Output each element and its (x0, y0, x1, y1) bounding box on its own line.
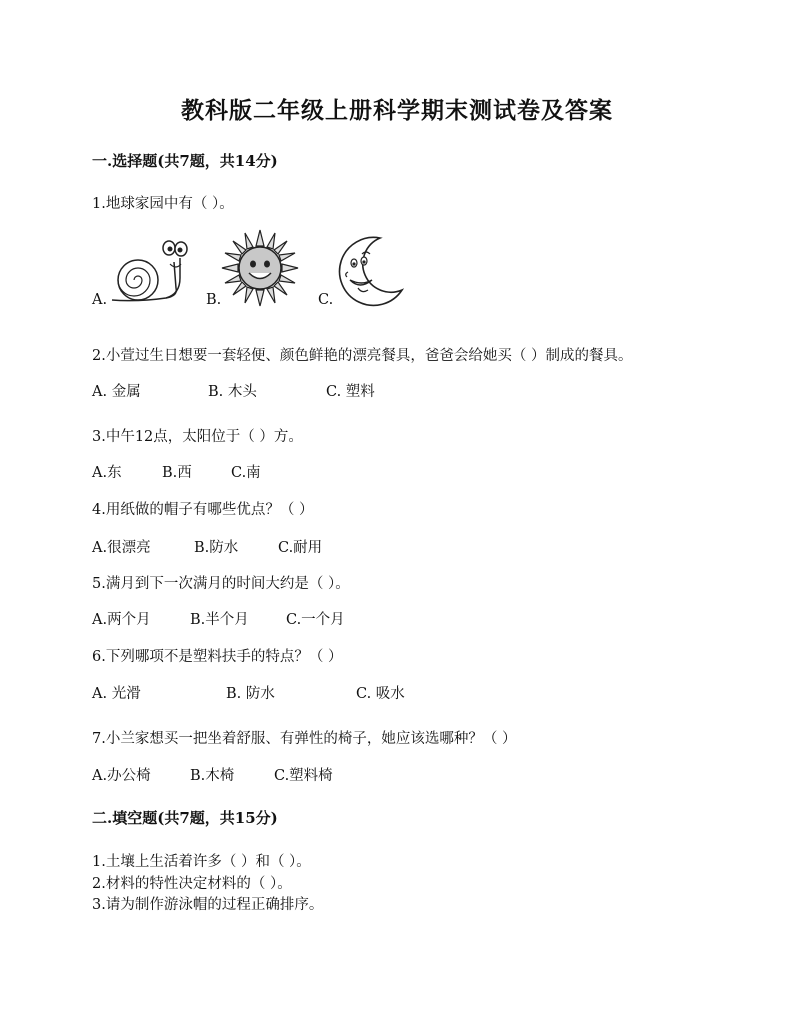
question-7: 7.小兰家想买一把坐着舒服、有弹性的椅子，她应该选哪种？（ ） (92, 731, 517, 747)
question-1: 1.地球家园中有（ ）。 (92, 196, 234, 212)
q7-option-b: B.木椅 (190, 768, 235, 784)
fill-question-1: 1.土壤上生活着许多（ ）和（ ）。 (92, 854, 311, 870)
crescent-moon-icon (334, 234, 406, 306)
sun-icon (222, 230, 298, 306)
q2-option-c: C. 塑料 (326, 384, 375, 400)
q2-option-a: A. 金属 (92, 384, 141, 400)
q2-option-b: B. 木头 (208, 384, 257, 400)
q5-option-b: B.半个月 (190, 612, 249, 628)
q1-option-b: B. (206, 292, 222, 308)
fill-question-2: 2.材料的特性决定材料的（ ）。 (92, 876, 292, 892)
q4-option-c: C.耐用 (278, 540, 323, 556)
q4-option-a: A.很漂亮 (92, 540, 151, 556)
question-2: 2.小萱过生日想要一套轻便、颜色鲜艳的漂亮餐具，爸爸会给她买（ ）制成的餐具。 (92, 348, 633, 364)
question-3: 3.中午12点，太阳位于（ ）方。 (92, 429, 303, 445)
q6-option-b: B. 防水 (226, 686, 275, 702)
snail-icon (108, 238, 188, 304)
q7-option-a: A.办公椅 (92, 768, 151, 784)
q6-option-c: C. 吸水 (356, 686, 405, 702)
question-4: 4.用纸做的帽子有哪些优点？（ ） (92, 502, 314, 518)
q3-option-a: A.东 (92, 465, 122, 481)
section-heading-fill-in: 二.填空题(共7题，共15分) (92, 809, 278, 827)
page-title: 教科版二年级上册科学期末测试卷及答案 (181, 97, 613, 124)
q4-option-b: B.防水 (194, 540, 239, 556)
q6-option-a: A. 光滑 (92, 686, 141, 702)
question-6: 6.下列哪项不是塑料扶手的特点？（ ） (92, 649, 343, 665)
fill-question-3: 3.请为制作游泳帽的过程正确排序。 (92, 897, 324, 913)
q5-option-c: C.一个月 (286, 612, 345, 628)
q7-option-c: C.塑料椅 (274, 768, 333, 784)
q1-option-c: C. (318, 292, 334, 308)
q5-option-a: A.两个月 (92, 612, 151, 628)
q1-option-a: A. (92, 292, 108, 308)
question-5: 5.满月到下一次满月的时间大约是（ ）。 (92, 576, 350, 592)
q3-option-c: C.南 (231, 465, 261, 481)
q3-option-b: B.西 (162, 465, 192, 481)
section-heading-choice: 一.选择题(共7题，共14分) (92, 152, 278, 170)
